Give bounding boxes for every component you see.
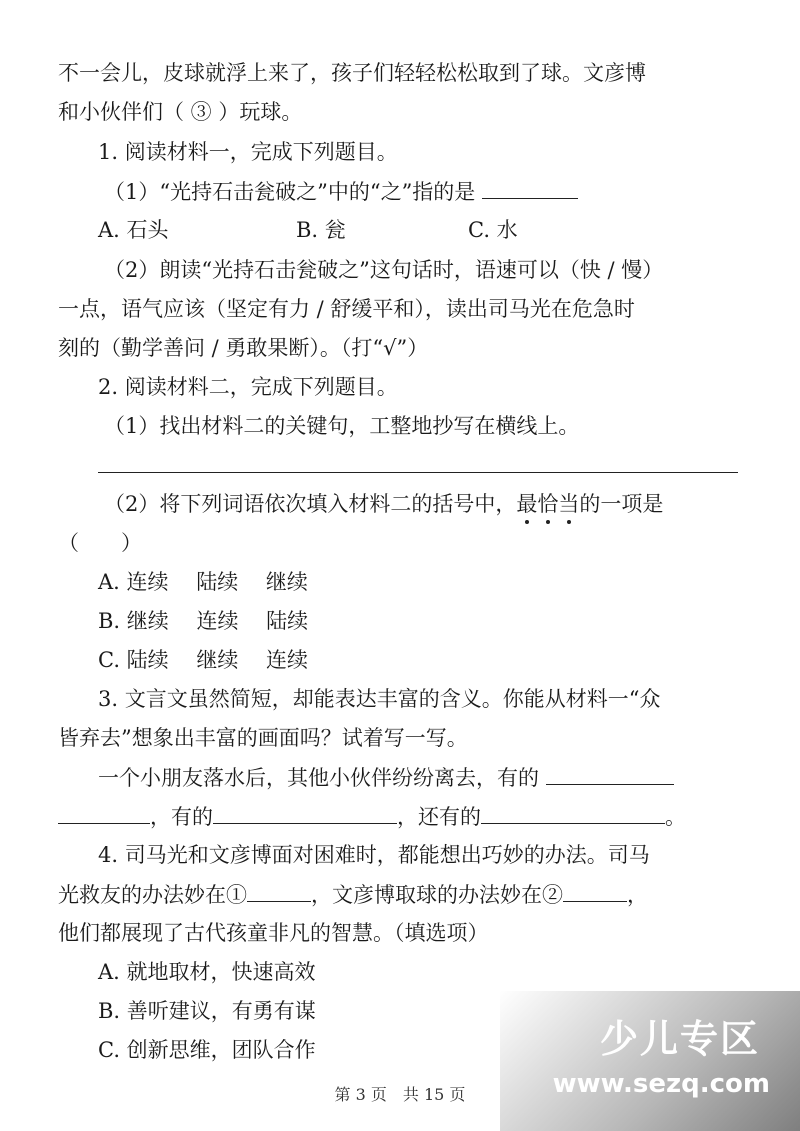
question-2-heading: 2. 阅读材料二，完成下列题目。 (98, 375, 398, 399)
question-3-line-4 (58, 801, 750, 832)
answer-blank[interactable] (563, 879, 627, 902)
passage-line-2: 和小伙伴们（ ③ ）玩球。 (58, 100, 303, 124)
option-c: C. 水 (468, 218, 518, 242)
passage-line-1: 不一会儿，皮球就浮上来了，孩子们轻轻松松取到了球。文彦博 (58, 61, 646, 85)
answer-blank[interactable] (247, 879, 311, 902)
question-4-line-1: 4. 司马光和文彦博面对困难时，都能想出巧妙的办法。司马 (98, 843, 650, 867)
option-b: B. 继续 连续 陆续 (98, 609, 309, 633)
answer-blank[interactable] (546, 762, 674, 785)
question-1-1-text: （1）“光持石击瓮破之”中的“之”指的是 (104, 180, 476, 204)
question-2-2-text: （2）将下列词语依次填入材料二的括号中， (104, 492, 517, 516)
question-2-2-text-end: 的一项是 (579, 492, 664, 516)
answer-line[interactable] (98, 472, 738, 473)
question-3-text: ，有的 (150, 805, 213, 829)
question-1-1 (104, 176, 750, 207)
option-c: C. 陆续 继续 连续 (98, 648, 309, 672)
answer-parentheses[interactable]: （ ） (58, 531, 142, 555)
emphasis-char: 恰 (537, 492, 559, 516)
question-3-line-1: 3. 文言文虽然简短，却能表达丰富的含义。你能从材料一“众 (98, 687, 661, 711)
watermark-logo-text: 少儿专区 (599, 1017, 760, 1061)
option-a: A. 连续 陆续 继续 (98, 570, 308, 594)
question-3-line-3 (98, 762, 750, 793)
answer-blank[interactable] (58, 801, 150, 824)
option-b: B. 善听建议，有勇有谋 (98, 999, 316, 1023)
watermark-url: www.sezq.com (552, 1069, 770, 1099)
question-1-2-line-1: （2）朗读“光持石击瓮破之”这句话时，语速可以（快 / 慢） (104, 258, 664, 282)
option-b: B. 瓮 (296, 218, 346, 242)
question-4-line-2 (58, 879, 750, 910)
question-4-text: 光救友的办法妙在① (58, 883, 247, 907)
answer-blank[interactable] (482, 176, 578, 199)
question-1-heading: 1. 阅读材料一，完成下列题目。 (98, 140, 398, 164)
option-a: A. 石头 (98, 218, 169, 242)
question-2-2 (104, 489, 750, 519)
question-3-text: 。 (665, 805, 686, 829)
answer-blank[interactable] (481, 801, 665, 824)
page-number: 第 3 页 共 15 页 (334, 1085, 466, 1104)
question-4-text: ，文彦博取球的办法妙在② (311, 883, 563, 907)
question-3-prompt: 一个小朋友落水后，其他小伙伴纷纷离去，有的 (98, 766, 539, 790)
question-4-line-3: 他们都展现了古代孩童非凡的智慧。（填选项） (58, 921, 489, 945)
question-3-text: ，还有的 (397, 805, 481, 829)
answer-blank[interactable] (213, 801, 397, 824)
question-3-line-2: 皆弃去”想象出丰富的画面吗？试着写一写。 (58, 726, 468, 750)
option-a: A. 就地取材，快速高效 (98, 960, 316, 984)
question-2-1: （1）找出材料二的关键句，工整地抄写在横线上。 (104, 414, 580, 438)
question-1-2-line-2: 一点，语气应该（坚定有力 / 舒缓平和），读出司马光在危急时 (58, 297, 635, 321)
emphasis-char: 当 (558, 492, 580, 516)
emphasis-char: 最 (516, 492, 538, 516)
watermark-overlay (500, 991, 800, 1131)
question-4-text: ， (627, 883, 648, 907)
option-c: C. 创新思维，团队合作 (98, 1038, 316, 1062)
question-1-2-line-3: 刻的（勤学善问 / 勇敢果断）。（打“√”） (58, 336, 429, 360)
